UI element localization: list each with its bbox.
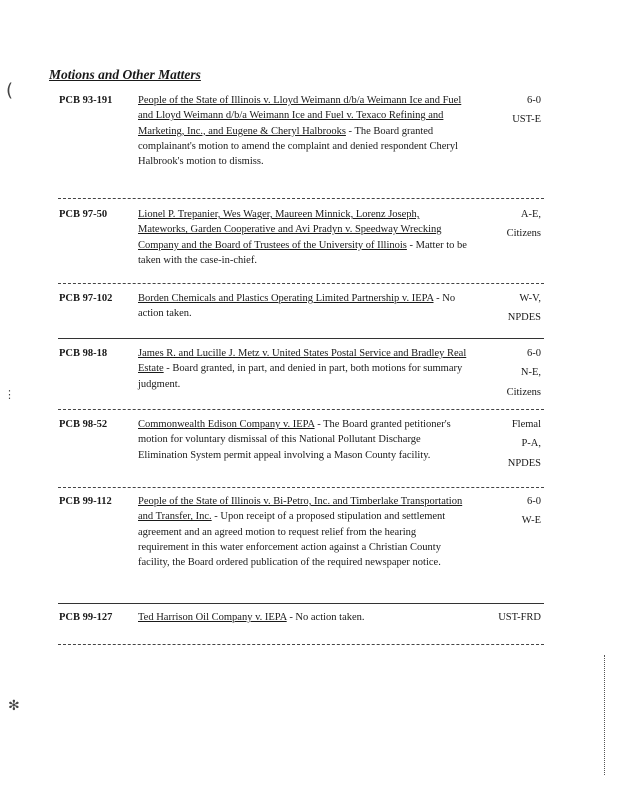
case-action: - No action taken.	[286, 612, 365, 623]
case-parties: Ted Harrison Oil Company v. IEPA	[138, 612, 287, 623]
case-codes	[471, 93, 541, 132]
case-parties: Lionel P. Trepanier, Wes Wager, Maureen Minnick, Lorenz Joseph, Mateworks, Garden Cooperative and Avi Pradyn v. Speedway Wrecking Company and the Board of Trustees of the University of Illinois	[138, 209, 442, 251]
case-parties: People of the State of Illinois v. Bi-Petro, Inc. and Timberlake Transportation and Transfer, Inc.	[138, 496, 463, 523]
case-action: - No action taken.	[138, 293, 456, 320]
case-description	[138, 207, 468, 268]
case-type-code: A-E,	[520, 209, 541, 220]
case-parties: James R. and Lucille J. Metz v. United States Postal Service and Bradley Real Estate	[138, 348, 467, 375]
vote-code: 6-0	[527, 496, 541, 507]
case-type-code: W-E	[521, 515, 541, 527]
case-codes	[471, 417, 541, 475]
row-divider	[58, 487, 544, 488]
case-number: PCB 98-18	[59, 348, 108, 359]
case-description	[138, 610, 468, 625]
vote-code: 6-0	[527, 95, 541, 106]
case-category-code: Citizens	[506, 228, 541, 240]
row-divider	[58, 198, 544, 199]
case-number: PCB 99-127	[59, 612, 113, 623]
case-number: PCB 97-102	[59, 293, 113, 304]
case-action: - The Board granted complainant's motion to amend the complaint and denied respondent Cheryl Halbrook's motion to dismiss.	[138, 125, 459, 168]
row-divider	[58, 409, 544, 410]
case-codes	[471, 346, 541, 404]
row-divider	[58, 603, 544, 604]
case-type-code: N-E,	[520, 367, 541, 379]
case-action: - Matter to be taken with the case-in-chief.	[138, 239, 467, 266]
scan-speck-icon: ⋮	[4, 388, 15, 401]
scan-blot-icon: ✻	[8, 698, 20, 714]
section-heading: Motions and Other Matters	[49, 67, 201, 82]
board-member: Flemal	[511, 419, 541, 430]
case-action: - Upon receipt of a proposed stipulation and settlement agreement and an agreed motion to request relief from the hearing requirement in this water enforcement action against a Christian County facility, the Board ordered publication of the required newspaper notice.	[138, 511, 446, 569]
scan-mark-icon: (	[6, 80, 14, 101]
case-codes	[471, 494, 541, 533]
case-category-code: NPDES	[507, 457, 541, 469]
case-description	[138, 291, 468, 322]
case-codes	[471, 291, 541, 330]
vote-code: 6-0	[527, 348, 541, 359]
case-category-code: NPDES	[507, 312, 541, 324]
case-number: PCB 93-191	[59, 95, 113, 106]
row-divider	[58, 644, 544, 645]
scan-edge-line	[604, 655, 605, 775]
case-number: PCB 98-52	[59, 419, 108, 430]
row-divider	[58, 338, 544, 339]
case-parties: Commonwealth Edison Company v. IEPA	[138, 419, 315, 430]
case-description	[138, 417, 468, 463]
case-description	[138, 494, 468, 570]
case-parties: Borden Chemicals and Plastics Operating Limited Partnership v. IEPA	[138, 293, 434, 304]
case-number: PCB 99-112	[59, 496, 112, 507]
case-codes	[471, 207, 541, 246]
case-codes	[471, 610, 541, 629]
case-action: - The Board granted petitioner's motion for voluntary dismissal of this National Pollutant Discharge Elimination System permit appeal involving a Mason County facility.	[138, 419, 451, 461]
case-type-code: UST-E	[512, 114, 541, 126]
case-description	[138, 93, 468, 169]
case-parties: People of the State of Illinois v. Lloyd Weimann d/b/a Weimann Ice and Fuel and Lloyd Weimann d/b/a Weimann Ice and Fuel v. Texaco Refining and Marketing, Inc., and Eugene & Cheryl Halbrooks	[138, 95, 462, 137]
case-type-code: P-A,	[521, 438, 541, 450]
case-number: PCB 97-50	[59, 209, 108, 220]
case-action: - Board granted, in part, and denied in part, both motions for summary judgment.	[138, 363, 463, 390]
case-description	[138, 346, 468, 392]
case-type-code: W-V,	[519, 293, 541, 304]
case-type-code: UST-FRD	[498, 612, 541, 623]
case-category-code: Citizens	[506, 386, 541, 398]
row-divider	[58, 283, 544, 284]
